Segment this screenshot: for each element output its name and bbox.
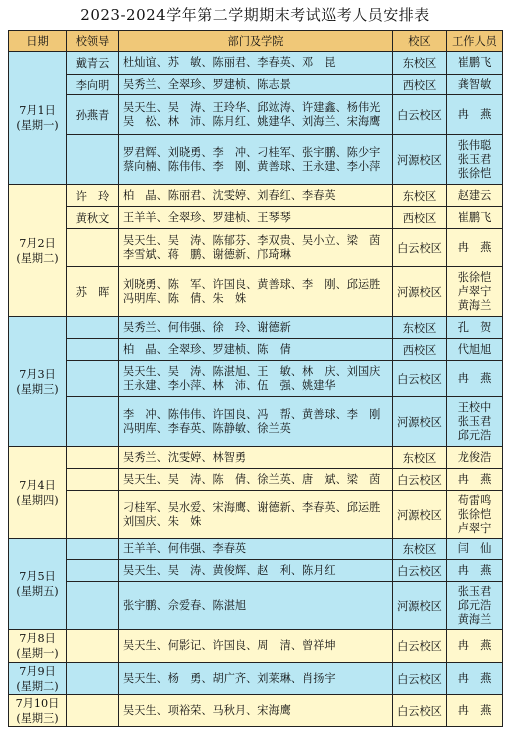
leader-cell — [67, 229, 119, 267]
table-row — [9, 539, 503, 560]
leader-cell — [67, 695, 119, 727]
depts-line: 张宇鹏、佘爱春、陈湛旭 — [123, 598, 247, 612]
depts-line: 王羊羊、何伟强、李春英 — [123, 542, 247, 555]
campus-cell: 白云校区 — [393, 695, 447, 727]
staff-name: 王校中 — [457, 400, 492, 414]
depts-line: 罗君辉、刘晓勇、李 冲、刁桂军、张宇鹏、陈少宇 — [123, 145, 381, 159]
campus-cell: 河源校区 — [393, 491, 447, 539]
campus-cell: 白云校区 — [393, 560, 447, 582]
header-date: 日期 — [9, 31, 67, 52]
campus-cell: 西校区 — [393, 339, 447, 361]
depts-line: 吴 松、林 沛、陈月红、姚建华、刘海兰、宋海鹰 — [123, 114, 381, 128]
leader-cell: 许 玲 — [67, 185, 119, 207]
depts-cell — [119, 630, 393, 663]
staff-cell — [447, 491, 503, 539]
date-cell — [9, 317, 67, 447]
date-text: 7月10日 — [15, 696, 60, 710]
staff-cell — [447, 361, 503, 397]
date-text: 7月9日 — [19, 664, 56, 678]
staff-name: 张徐恺 — [457, 270, 492, 284]
staff-cell — [447, 207, 503, 229]
date-text: 7月3日 — [19, 367, 56, 381]
weekday-text: (星期三) — [16, 382, 59, 396]
leader-cell — [67, 361, 119, 397]
depts-cell — [119, 95, 393, 135]
staff-cell — [447, 339, 503, 361]
table-row — [9, 397, 503, 447]
depts-cell — [119, 469, 393, 491]
leader-cell — [67, 135, 119, 185]
leader-cell: 苏 晖 — [67, 267, 119, 317]
table-row — [9, 560, 503, 582]
staff-cell — [447, 663, 503, 695]
leader-cell — [67, 630, 119, 663]
table-row — [9, 630, 503, 663]
depts-line: 冯明库、李春英、陈静敏、徐兰英 — [123, 421, 291, 435]
staff-cell — [447, 397, 503, 447]
depts-cell — [119, 135, 393, 185]
campus-cell: 东校区 — [393, 185, 447, 207]
staff-cell — [447, 560, 503, 582]
staff-name: 崔鹏飞 — [457, 56, 492, 69]
staff-name: 冉 燕 — [457, 240, 492, 254]
date-cell — [9, 52, 67, 185]
staff-name: 赵建云 — [457, 188, 492, 202]
weekday-text: (星期三) — [16, 711, 59, 725]
campus-cell: 东校区 — [393, 447, 447, 469]
staff-name: 冉 燕 — [457, 671, 492, 685]
leader-cell — [67, 317, 119, 339]
staff-name: 邱元浩 — [457, 598, 492, 612]
date-cell — [9, 695, 67, 727]
depts-cell — [119, 539, 393, 560]
table-row — [9, 695, 503, 727]
staff-cell — [447, 539, 503, 560]
weekday-text: (星期四) — [16, 493, 59, 507]
staff-cell — [447, 75, 503, 95]
depts-cell — [119, 695, 393, 727]
depts-line: 蔡向楠、陈伟伟、李 刚、黄善球、王永建、李小萍 — [123, 159, 381, 173]
staff-name: 冉 燕 — [457, 639, 492, 652]
depts-line: 吴天生、吴 涛、陈 倩、徐兰英、唐 斌、梁 茵 — [123, 472, 381, 486]
staff-cell — [447, 695, 503, 727]
depts-line: 吴秀兰、全翠珍、罗建桢、陈志景 — [123, 77, 291, 91]
depts-line: 杜灿谊、苏 敏、陈丽君、李春英、邓 昆 — [123, 56, 336, 69]
table-row — [9, 267, 503, 317]
depts-cell — [119, 663, 393, 695]
depts-line: 柏 晶、陈丽君、沈雯婷、刘春红、李春英 — [123, 188, 336, 202]
leader-cell — [67, 560, 119, 582]
depts-cell — [119, 267, 393, 317]
table-row — [9, 491, 503, 539]
depts-line: 吴天生、吴 涛、陈湛旭、王 敏、林 庆、刘国庆 — [123, 364, 381, 378]
campus-cell: 白云校区 — [393, 361, 447, 397]
table-row — [9, 469, 503, 491]
leader-cell: 李向明 — [67, 75, 119, 95]
date-text: 7月4日 — [19, 478, 56, 492]
depts-line: 吴天生、何影记、许国良、周 清、曾祥坤 — [123, 639, 336, 652]
leader-cell — [67, 663, 119, 695]
date-cell — [9, 185, 67, 317]
staff-name: 闫 仙 — [457, 542, 492, 555]
staff-name: 龙俊浩 — [457, 450, 492, 464]
staff-name: 冉 燕 — [457, 107, 492, 121]
staff-name: 冉 燕 — [457, 563, 492, 577]
depts-line: 吴天生、吴 涛、黄俊辉、赵 利、陈月红 — [123, 563, 336, 577]
depts-line: 李雪斌、蒋 鹏、谢德新、邝琦琳 — [123, 247, 291, 261]
depts-cell — [119, 75, 393, 95]
table-row — [9, 207, 503, 229]
depts-line: 冯明库、陈 倩、朱 姝 — [123, 291, 247, 305]
depts-line: 王永建、李小萍、林 沛、伍 强、姚建华 — [123, 378, 336, 392]
staff-name: 张徐恺 — [457, 166, 492, 180]
staff-name: 卢翠宁 — [457, 521, 492, 535]
depts-cell — [119, 491, 393, 539]
date-text: 7月5日 — [19, 570, 56, 583]
date-cell — [9, 539, 67, 630]
depts-cell — [119, 317, 393, 339]
depts-line: 刁桂军、吴水爱、宋海鹰、谢德新、李春英、邱运胜 — [123, 500, 381, 514]
campus-cell: 河源校区 — [393, 582, 447, 630]
header-leader: 校领导 — [67, 31, 119, 52]
campus-cell: 河源校区 — [393, 135, 447, 185]
table-row — [9, 361, 503, 397]
depts-line: 王羊羊、全翠珍、罗建桢、王琴琴 — [123, 210, 291, 224]
header-staff: 工作人员 — [447, 31, 503, 52]
leader-cell — [67, 582, 119, 630]
header-depts: 部门及学院 — [119, 31, 393, 52]
leader-cell: 孙燕青 — [67, 95, 119, 135]
date-text: 7月1日 — [19, 104, 56, 117]
staff-name: 冉 燕 — [457, 703, 492, 717]
staff-name: 邱元浩 — [457, 428, 492, 442]
depts-cell — [119, 185, 393, 207]
depts-cell — [119, 229, 393, 267]
header-campus: 校区 — [393, 31, 447, 52]
table-row — [9, 135, 503, 185]
campus-cell: 白云校区 — [393, 663, 447, 695]
depts-line: 刘国庆、朱 姝 — [123, 514, 202, 528]
depts-line: 刘晓勇、陈 军、许国良、黄善球、李 刚、邱运胜 — [123, 277, 381, 291]
weekday-text: (星期一) — [16, 647, 59, 660]
depts-cell — [119, 207, 393, 229]
campus-cell: 西校区 — [393, 207, 447, 229]
depts-cell — [119, 52, 393, 75]
staff-cell — [447, 630, 503, 663]
depts-line: 吴天生、吴 涛、王玲华、邱竑涛、许建鑫、杨伟光 — [123, 100, 381, 114]
campus-cell: 白云校区 — [393, 95, 447, 135]
staff-cell — [447, 135, 503, 185]
staff-name: 孔 贺 — [457, 320, 492, 334]
depts-cell — [119, 361, 393, 397]
depts-cell — [119, 447, 393, 469]
date-cell — [9, 663, 67, 695]
staff-name: 崔鹏飞 — [457, 210, 492, 224]
date-text: 7月2日 — [19, 236, 56, 250]
table-header-row — [9, 31, 503, 52]
leader-cell — [67, 491, 119, 539]
staff-cell — [447, 317, 503, 339]
staff-name: 张伟聪 — [457, 138, 492, 152]
leader-cell: 黄秋文 — [67, 207, 119, 229]
campus-cell: 西校区 — [393, 75, 447, 95]
staff-cell — [447, 229, 503, 267]
leader-cell — [67, 539, 119, 560]
campus-cell: 白云校区 — [393, 229, 447, 267]
table-row — [9, 663, 503, 695]
table-row — [9, 582, 503, 630]
depts-line: 吴秀兰、何伟强、徐 玲、谢德新 — [123, 320, 291, 334]
staff-name: 代旭旭 — [457, 342, 492, 356]
leader-cell: 戴青云 — [67, 52, 119, 75]
depts-line: 吴天生、项裕荣、马秋月、宋海鹰 — [123, 703, 291, 717]
table-row — [9, 185, 503, 207]
staff-name: 张徐恺 — [457, 507, 492, 521]
staff-name: 张玉君 — [457, 414, 492, 428]
weekday-text: (星期二) — [16, 251, 59, 265]
campus-cell: 河源校区 — [393, 397, 447, 447]
table-row — [9, 52, 503, 75]
campus-cell: 白云校区 — [393, 469, 447, 491]
weekday-text: (星期五) — [16, 585, 59, 598]
staff-name: 冉 燕 — [457, 371, 492, 385]
campus-cell: 河源校区 — [393, 267, 447, 317]
depts-line: 吴秀兰、沈雯婷、林智勇 — [123, 450, 247, 464]
campus-cell: 东校区 — [393, 539, 447, 560]
staff-cell — [447, 447, 503, 469]
table-row — [9, 229, 503, 267]
staff-name: 张玉君 — [457, 584, 492, 598]
campus-cell: 白云校区 — [393, 630, 447, 663]
depts-cell — [119, 397, 393, 447]
staff-cell — [447, 582, 503, 630]
table-row — [9, 317, 503, 339]
staff-cell — [447, 95, 503, 135]
staff-name: 冉 燕 — [457, 472, 492, 486]
staff-name: 黄海兰 — [457, 298, 492, 312]
campus-cell: 东校区 — [393, 317, 447, 339]
leader-cell — [67, 339, 119, 361]
staff-cell — [447, 185, 503, 207]
date-cell — [9, 630, 67, 663]
table-row — [9, 447, 503, 469]
staff-cell — [447, 267, 503, 317]
depts-line: 柏 晶、全翠珍、罗建桢、陈 倩 — [123, 342, 291, 356]
depts-line: 吴天生、吴 涛、陈郁芬、李双贵、吴小立、梁 茵 — [123, 233, 381, 247]
table-row — [9, 95, 503, 135]
depts-line: 吴天生、杨 勇、胡广齐、刘莱琳、肖扬宇 — [123, 671, 336, 685]
weekday-text: (星期一) — [16, 119, 59, 132]
table-row — [9, 75, 503, 95]
leader-cell — [67, 397, 119, 447]
staff-cell — [447, 469, 503, 491]
staff-name: 卢翠宁 — [457, 284, 492, 298]
schedule-table — [8, 30, 503, 727]
table-row — [9, 339, 503, 361]
depts-cell — [119, 560, 393, 582]
leader-cell — [67, 447, 119, 469]
weekday-text: (星期二) — [16, 679, 59, 693]
date-cell — [9, 447, 67, 539]
date-text: 7月8日 — [19, 632, 56, 645]
campus-cell: 东校区 — [393, 52, 447, 75]
leader-cell — [67, 469, 119, 491]
staff-cell — [447, 52, 503, 75]
depts-line: 李 冲、陈伟伟、许国良、冯 帮、黄善球、李 刚 — [123, 407, 381, 421]
staff-name: 黄海兰 — [457, 612, 492, 626]
depts-cell — [119, 582, 393, 630]
staff-name: 苟雷鸣 — [457, 493, 492, 507]
depts-cell — [119, 339, 393, 361]
page-title: 2023-2024学年第二学期期末考试巡考人员安排表 — [80, 6, 430, 24]
staff-name: 张玉君 — [457, 152, 492, 166]
schedule-body — [9, 52, 503, 727]
staff-name: 龚智敏 — [457, 77, 492, 91]
